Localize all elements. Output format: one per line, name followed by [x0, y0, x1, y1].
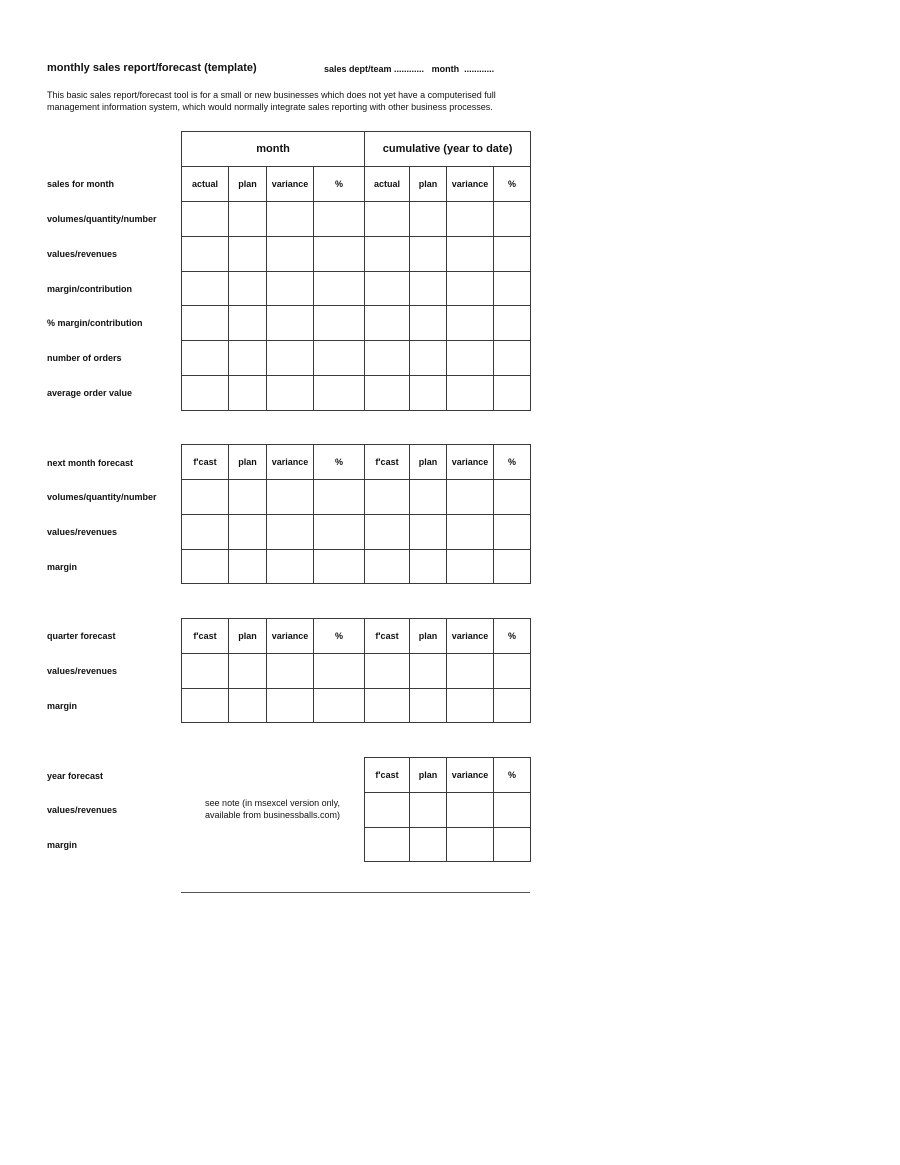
- cell[interactable]: [410, 272, 447, 306]
- column-header: plan: [229, 619, 267, 654]
- cell[interactable]: [365, 828, 410, 862]
- table-row: [182, 654, 531, 689]
- row-label: margin: [47, 562, 78, 572]
- row-label: number of orders: [47, 353, 122, 363]
- cell[interactable]: [365, 202, 410, 237]
- cell[interactable]: [410, 237, 447, 272]
- column-header: %: [314, 167, 365, 202]
- cell[interactable]: [365, 341, 410, 376]
- cell[interactable]: [494, 550, 531, 584]
- row-label: margin/contribution: [47, 284, 132, 294]
- cell[interactable]: [182, 376, 229, 411]
- cell[interactable]: [410, 654, 447, 689]
- cell[interactable]: [494, 515, 531, 550]
- column-header: f'cast: [365, 619, 410, 654]
- cell[interactable]: [365, 550, 410, 584]
- cell[interactable]: [229, 515, 267, 550]
- cell[interactable]: [365, 306, 410, 341]
- column-header: plan: [410, 758, 447, 793]
- cell[interactable]: [447, 480, 494, 515]
- cell[interactable]: [314, 237, 365, 272]
- cell[interactable]: [267, 654, 314, 689]
- row-label: values/revenues: [47, 805, 118, 815]
- month-label: month: [431, 64, 460, 74]
- column-header: variance: [447, 167, 494, 202]
- cell[interactable]: [447, 376, 494, 411]
- column-header: %: [314, 619, 365, 654]
- column-header: plan: [229, 167, 267, 202]
- dept-field[interactable]: ............: [394, 64, 425, 74]
- row-label: values/revenues: [47, 249, 118, 259]
- cell[interactable]: [365, 237, 410, 272]
- cell[interactable]: [494, 480, 531, 515]
- cell[interactable]: [267, 689, 314, 723]
- cell[interactable]: [447, 306, 494, 341]
- cell[interactable]: [182, 237, 229, 272]
- quarter-forecast-table: [181, 618, 531, 723]
- cell[interactable]: [365, 793, 410, 828]
- month-field[interactable]: ............: [464, 64, 495, 74]
- cell[interactable]: [314, 376, 365, 411]
- cell[interactable]: [182, 515, 229, 550]
- cell[interactable]: [229, 689, 267, 723]
- column-header: variance: [447, 758, 494, 793]
- cell[interactable]: [494, 689, 531, 723]
- table-row: [182, 341, 531, 376]
- column-header: variance: [447, 445, 494, 480]
- cell[interactable]: [447, 689, 494, 723]
- cell[interactable]: [365, 480, 410, 515]
- column-header: plan: [229, 445, 267, 480]
- cell[interactable]: [182, 480, 229, 515]
- row-label: margin: [47, 840, 78, 850]
- cell[interactable]: [410, 306, 447, 341]
- group-header-cumulative: cumulative (year to date): [365, 132, 531, 167]
- column-header: actual: [182, 167, 229, 202]
- note-line-1: see note (in msexcel version only,: [205, 798, 340, 808]
- cell[interactable]: [494, 306, 531, 341]
- cell[interactable]: [267, 272, 314, 306]
- row-label: volumes/quantity/number: [47, 492, 157, 502]
- cell[interactable]: [447, 515, 494, 550]
- column-header: variance: [267, 445, 314, 480]
- cell[interactable]: [410, 550, 447, 584]
- cell[interactable]: [447, 654, 494, 689]
- column-header: plan: [410, 167, 447, 202]
- column-header: %: [494, 619, 531, 654]
- section-label-quarter-forecast: quarter forecast: [47, 631, 116, 641]
- cell[interactable]: [267, 237, 314, 272]
- column-header: variance: [447, 619, 494, 654]
- cell[interactable]: [229, 237, 267, 272]
- row-label: % margin/contribution: [47, 318, 143, 328]
- cell[interactable]: [229, 272, 267, 306]
- cell[interactable]: [182, 202, 229, 237]
- cell[interactable]: [494, 654, 531, 689]
- row-label: average order value: [47, 388, 133, 398]
- cell[interactable]: [494, 793, 531, 828]
- row-label: volumes/quantity/number: [47, 214, 157, 224]
- cell[interactable]: [410, 202, 447, 237]
- cell[interactable]: [447, 341, 494, 376]
- cell[interactable]: [182, 654, 229, 689]
- dept-label: sales dept/team: [324, 64, 392, 74]
- cell[interactable]: [494, 202, 531, 237]
- column-header: variance: [267, 619, 314, 654]
- column-header: plan: [410, 619, 447, 654]
- cell[interactable]: [494, 237, 531, 272]
- cell[interactable]: [314, 341, 365, 376]
- cell[interactable]: [410, 793, 447, 828]
- table-row: [182, 515, 531, 550]
- cell[interactable]: [229, 341, 267, 376]
- table-row: [365, 828, 531, 862]
- cell[interactable]: [229, 202, 267, 237]
- table-row: [182, 689, 531, 723]
- cell[interactable]: [267, 515, 314, 550]
- column-header: f'cast: [365, 445, 410, 480]
- cell[interactable]: [365, 515, 410, 550]
- cell[interactable]: [314, 306, 365, 341]
- table-row: [182, 202, 531, 237]
- cell[interactable]: [314, 654, 365, 689]
- cell[interactable]: [182, 689, 229, 723]
- note-line-2: available from businessballs.com): [204, 809, 341, 820]
- cell[interactable]: [267, 480, 314, 515]
- cell[interactable]: [267, 550, 314, 584]
- cell[interactable]: [365, 272, 410, 306]
- cell[interactable]: [365, 654, 410, 689]
- cell[interactable]: [410, 515, 447, 550]
- cell[interactable]: [229, 306, 267, 341]
- cell[interactable]: [182, 341, 229, 376]
- next-month-forecast-table: [181, 444, 531, 584]
- section-label-next-month-forecast: next month forecast: [47, 458, 134, 468]
- cell[interactable]: [314, 272, 365, 306]
- column-header: variance: [267, 167, 314, 202]
- table-row: [182, 306, 531, 341]
- cell[interactable]: [229, 376, 267, 411]
- cell[interactable]: [267, 341, 314, 376]
- cell[interactable]: [229, 654, 267, 689]
- intro-text: This basic sales report/forecast tool is for a small or new businesses which does not yet have a computerised full management information system, which would normally integrate sales reporting with other business processes.: [47, 90, 496, 112]
- cell[interactable]: [410, 480, 447, 515]
- cell[interactable]: [410, 341, 447, 376]
- group-header-month: month: [182, 132, 365, 167]
- table-row: [182, 480, 531, 515]
- table-row: [182, 237, 531, 272]
- column-header: f'cast: [182, 445, 229, 480]
- section-label-year-forecast: year forecast: [47, 771, 104, 781]
- table-row: [182, 272, 531, 306]
- column-header: plan: [410, 445, 447, 480]
- cell[interactable]: [229, 550, 267, 584]
- cell[interactable]: [447, 237, 494, 272]
- bottom-divider: [181, 892, 530, 893]
- cell[interactable]: [494, 341, 531, 376]
- cell[interactable]: [410, 376, 447, 411]
- column-header: %: [314, 445, 365, 480]
- cell[interactable]: [182, 306, 229, 341]
- cell[interactable]: [267, 376, 314, 411]
- page-title: monthly sales report/forecast (template): [47, 62, 257, 74]
- cell[interactable]: [410, 689, 447, 723]
- cell[interactable]: [365, 376, 410, 411]
- cell[interactable]: [182, 550, 229, 584]
- year-forecast-note: [190, 798, 355, 821]
- column-header: f'cast: [365, 758, 410, 793]
- row-label: margin: [47, 701, 78, 711]
- cell[interactable]: [447, 793, 494, 828]
- cell[interactable]: [494, 272, 531, 306]
- column-header: %: [494, 445, 531, 480]
- cell[interactable]: [314, 689, 365, 723]
- cell[interactable]: [494, 828, 531, 862]
- cell[interactable]: [314, 550, 365, 584]
- cell[interactable]: [314, 480, 365, 515]
- section-label-sales-for-month: sales for month: [47, 179, 115, 189]
- cell[interactable]: [447, 272, 494, 306]
- table-row: [182, 376, 531, 411]
- cell[interactable]: [267, 202, 314, 237]
- cell[interactable]: [447, 202, 494, 237]
- header-meta: [324, 64, 494, 74]
- cell[interactable]: [365, 689, 410, 723]
- row-label: values/revenues: [47, 666, 118, 676]
- cell[interactable]: [267, 306, 314, 341]
- cell[interactable]: [314, 515, 365, 550]
- year-forecast-table: [364, 757, 531, 862]
- cell[interactable]: [182, 272, 229, 306]
- column-header: %: [494, 758, 531, 793]
- table-row: [365, 793, 531, 828]
- column-header: f'cast: [182, 619, 229, 654]
- cell[interactable]: [447, 550, 494, 584]
- table-row: [182, 550, 531, 584]
- cell[interactable]: [410, 828, 447, 862]
- row-label: values/revenues: [47, 527, 118, 537]
- sales-for-month-table: [181, 131, 531, 411]
- cell[interactable]: [229, 480, 267, 515]
- cell[interactable]: [314, 202, 365, 237]
- column-header: %: [494, 167, 531, 202]
- cell[interactable]: [447, 828, 494, 862]
- cell[interactable]: [494, 376, 531, 411]
- column-header: actual: [365, 167, 410, 202]
